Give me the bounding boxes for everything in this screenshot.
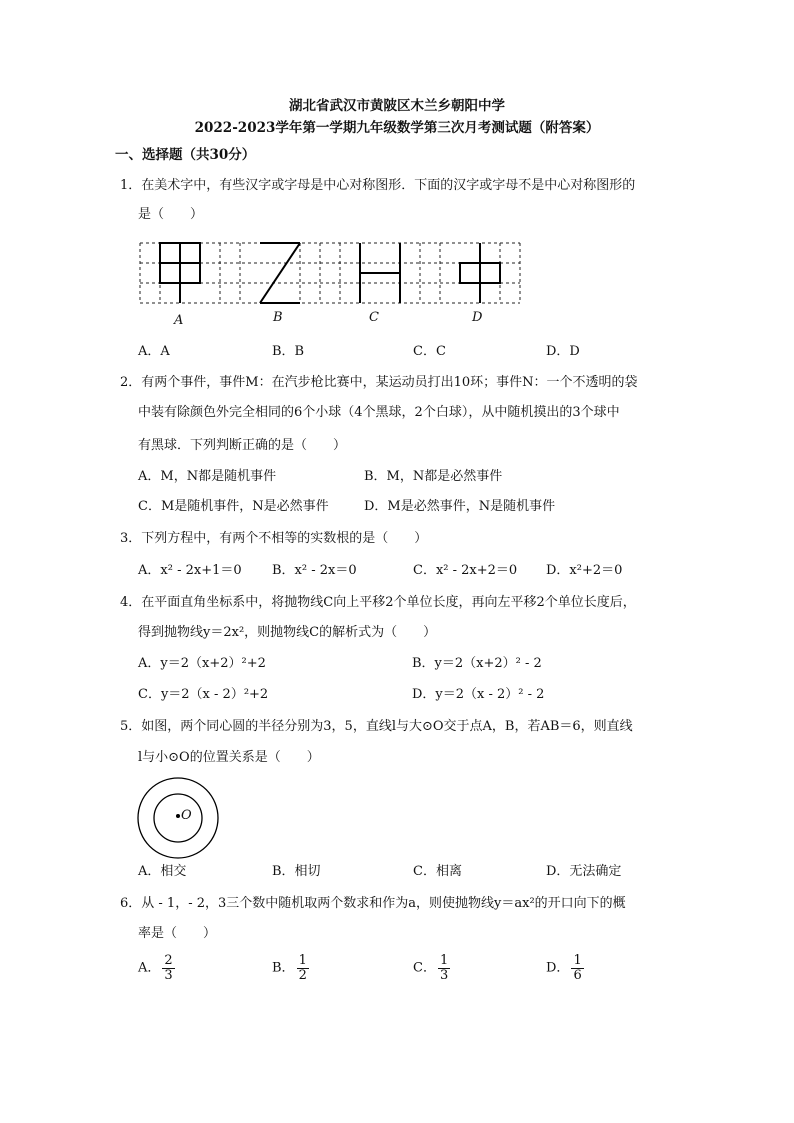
figure-b-shape xyxy=(260,243,300,303)
q2-option-a: A．M，N都是随机事件 xyxy=(138,469,277,484)
q1-option-d: D．D xyxy=(546,344,580,359)
document-title-line1: 湖北省武汉市黄陂区木兰乡朝阳中学 xyxy=(289,98,505,114)
q1-option-a: A．A xyxy=(138,344,170,359)
q6-option-b: B． $\frac{1}{2}$ xyxy=(272,953,307,983)
q5-center-label: O xyxy=(181,808,192,823)
q1-stem-line2: 是（ ） xyxy=(138,207,204,222)
q4-stem-line2: 得到抛物线y＝2x²，则抛物线C的解析式为（ ） xyxy=(138,625,437,640)
center-point xyxy=(176,814,180,818)
q6-option-c: C． $\frac{1}{3}$ xyxy=(413,953,449,983)
q4-option-d: D．y＝2（x - 2）² - 2 xyxy=(412,687,545,702)
q5-option-b: B．相切 xyxy=(272,864,321,879)
q4-option-a: A．y＝2（x+2）²+2 xyxy=(138,656,266,671)
q1-option-b: B．B xyxy=(272,344,305,359)
q5-option-a: A．相交 xyxy=(138,864,187,879)
q5-stem-line1: 5．如图，两个同心圆的半径分别为3，5，直线l与大⊙O交于点A，B，若AB＝6，则直线 xyxy=(120,719,633,734)
q4-option-b: B．y＝2（x+2）² - 2 xyxy=(412,656,542,671)
fraction: $\frac{1}{2}$ xyxy=(298,953,307,983)
q4-stem-line1: 4．在平面直角坐标系中，将抛物线C向上平移2个单位长度，再向左平移2个单位长度后， xyxy=(120,595,636,610)
q5-concentric-circles-figure xyxy=(136,776,220,860)
q1-figure-label-b: B xyxy=(273,310,283,325)
q3-option-b: B．x² - 2x＝0 xyxy=(272,563,357,578)
q3-option-d: D．x²+2＝0 xyxy=(546,563,623,578)
fraction: $\frac{1}{3}$ xyxy=(439,953,449,983)
q2-stem-line3: 有黑球．下列判断正确的是（ ） xyxy=(138,438,347,453)
q5-stem-line2: l与小⊙O的位置关系是（ ） xyxy=(138,750,320,765)
q1-figure-label-c: C xyxy=(369,310,379,325)
q6-option-d: D． $\frac{1}{6}$ xyxy=(546,953,582,983)
fraction: $\frac{2}{3}$ xyxy=(164,953,173,983)
q2-option-b: B．M，N都是必然事件 xyxy=(364,469,503,484)
q6-stem-line2: 率是（ ） xyxy=(138,926,217,941)
q6-stem-line1: 6．从 - 1，- 2，3三个数中随机取两个数求和作为a，则使抛物线y＝ax²的开口向下的概 xyxy=(120,896,626,911)
q4-option-c: C．y＝2（x - 2）²+2 xyxy=(138,687,269,702)
q2-stem-line2: 中装有除颜色外完全相同的6个小球（4个黑球，2个白球），从中随机摸出的3个球中 xyxy=(138,405,620,420)
figure-d-shape xyxy=(460,243,500,303)
q1-stem-line1: 1．在美术字中，有些汉字或字母是中心对称图形．下面的汉字或字母不是中心对称图形的 xyxy=(120,178,636,193)
fraction: $\frac{1}{6}$ xyxy=(573,953,582,983)
q1-option-c: C．C xyxy=(413,344,446,359)
section-heading: 一、选择题（共30分） xyxy=(115,147,256,163)
q1-figure-label-d: D xyxy=(472,310,483,325)
q3-option-a: A．x² - 2x+1＝0 xyxy=(138,563,242,578)
q1-figure-label-a: A xyxy=(174,313,184,328)
q3-stem: 3．下列方程中，有两个不相等的实数根的是（ ） xyxy=(120,531,428,546)
q1-figure-grid xyxy=(136,240,526,330)
q5-option-c: C．相离 xyxy=(413,864,462,879)
q2-stem-line1: 2．有两个事件，事件M：在汽步枪比赛中，某运动员打出10环；事件N：一个不透明的袋 xyxy=(120,375,638,390)
figure-a-shape xyxy=(160,243,200,303)
figure-c-shape xyxy=(360,243,400,303)
document-title-line2: 2022-2023学年第一学期九年级数学第三次月考测试题（附答案） xyxy=(194,120,600,136)
q3-option-c: C．x² - 2x+2＝0 xyxy=(413,563,518,578)
q6-option-a: A． $\frac{2}{3}$ xyxy=(138,953,173,983)
q2-option-c: C．M是随机事件，N是必然事件 xyxy=(138,499,329,514)
q2-option-d: D．M是必然事件，N是随机事件 xyxy=(364,499,556,514)
q5-option-d: D．无法确定 xyxy=(546,864,622,879)
